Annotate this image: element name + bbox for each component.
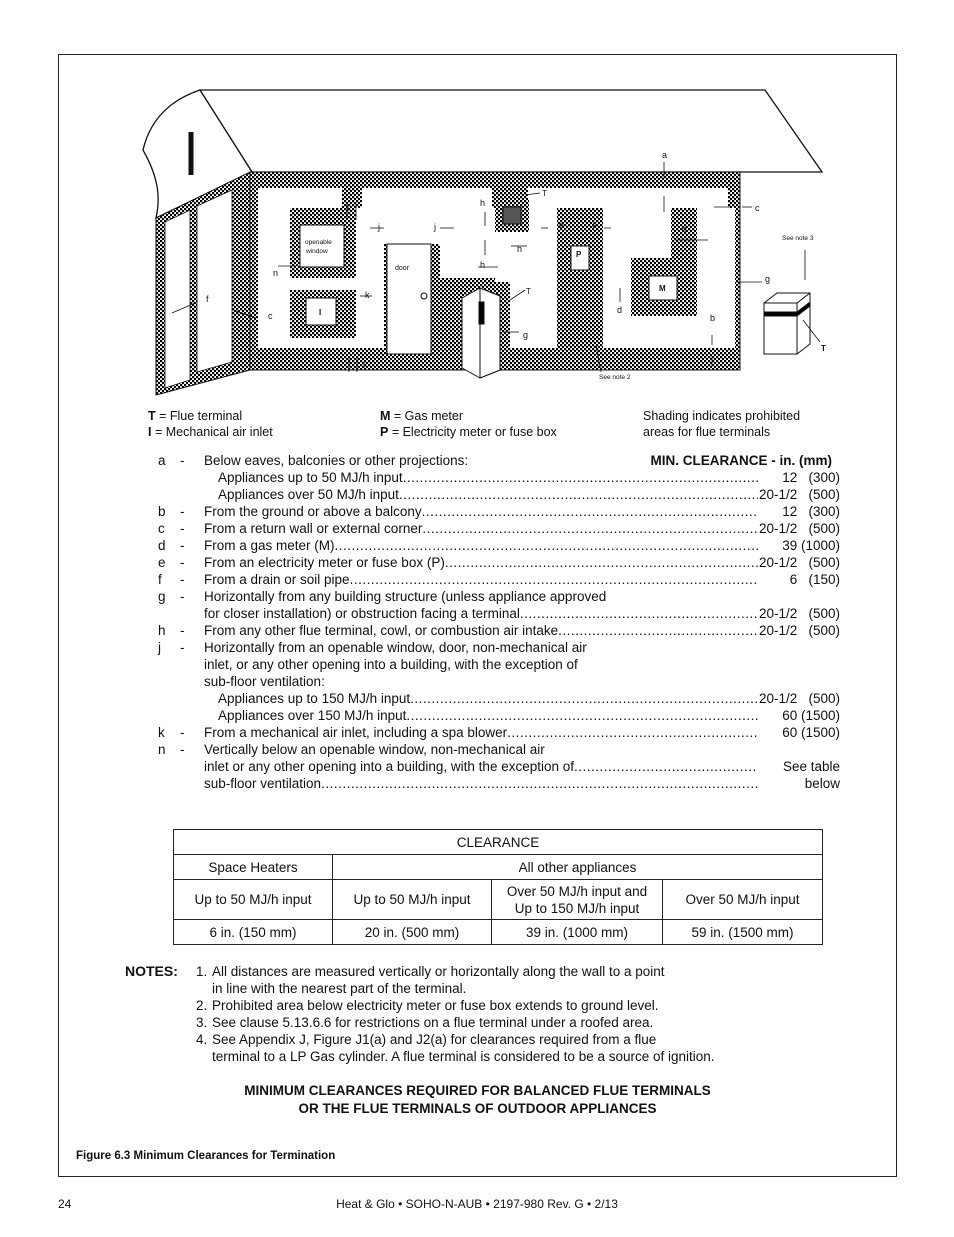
clearance-text: Below eaves, balconies or other projections: (204, 453, 469, 468)
clearance-text-wrap (204, 656, 840, 673)
clearance-leader-dots (558, 622, 758, 639)
clearance-row (150, 673, 840, 690)
note-number: 2. (196, 998, 208, 1013)
table-sub-cell: Over 50 MJ/h input and Up to 150 MJ/h input (492, 880, 663, 920)
clearance-text: Horizontally from any building structure (unless appliance approved (204, 589, 607, 604)
clearance-value: 39 (1000) (782, 538, 840, 553)
label-n: n (273, 268, 279, 278)
clearance-text: From a mechanical air inlet, including a spa blower (204, 725, 508, 740)
clearance-text-wrap (204, 503, 758, 520)
table-sub-cell: Up to 50 MJ/h input (333, 880, 492, 920)
legend-col-2 (380, 408, 557, 440)
legend-col-3 (643, 408, 800, 440)
clearance-dash: - (180, 453, 185, 468)
label-j-3: j (434, 222, 436, 232)
notes-label: NOTES: (125, 963, 178, 979)
clearance-text-wrap (204, 673, 840, 690)
clearance-dash: - (180, 589, 185, 604)
clearance-dash (180, 605, 204, 622)
clearance-dash: - (180, 725, 185, 740)
clearance-text-wrap (204, 537, 758, 554)
clearance-dash (180, 469, 204, 486)
clearance-dash: - (180, 623, 185, 638)
clearance-text: sub-floor ventilation (204, 776, 322, 791)
clearance-letter: f (158, 572, 162, 587)
label-d-top: d (682, 224, 688, 234)
table-value-cell: 6 in. (150 mm) (174, 920, 333, 945)
clearance-row (150, 588, 840, 605)
clearance-row (150, 503, 840, 520)
clearance-dash: - (180, 555, 185, 570)
clearance-letter (150, 605, 180, 622)
clearance-letter: a (158, 453, 166, 468)
appliance-unit (462, 288, 500, 378)
clearance-diagram (0, 0, 954, 400)
clearance-leader-dots (574, 758, 758, 775)
clearance-dash: - (180, 538, 185, 553)
page-number: 24 (58, 1197, 72, 1211)
clearance-value: 20-1/2 (500) (758, 487, 840, 502)
clearance-row (150, 486, 840, 503)
clearance-value: 20-1/2 (500) (758, 606, 840, 621)
openable-window (300, 225, 344, 267)
legend-i-key: I (148, 425, 152, 439)
outdoor-appliance (764, 293, 810, 354)
clearance-text-wrap (204, 690, 758, 707)
clearance-value: 20-1/2 (500) (758, 691, 840, 706)
clearance-text: From a return wall or external corner (204, 521, 423, 536)
clearance-letter (150, 486, 180, 503)
legend-t-key: T (148, 409, 156, 423)
clearance-letter: j (158, 640, 161, 655)
clearance-letter: b (158, 504, 166, 519)
clearance-leader-dots (410, 690, 758, 707)
clearance-dash (180, 758, 204, 775)
figure-title-line-1: MINIMUM CLEARANCES REQUIRED FOR BALANCED FLUE TERMINALS (244, 1083, 711, 1098)
label-door: door (395, 265, 410, 272)
clearance-dash: - (180, 504, 185, 519)
label-h-low: h (480, 260, 486, 270)
clearance-value: below (804, 776, 840, 791)
clearance-letter (150, 469, 180, 486)
legend-p-text: = Electricity meter or fuse box (388, 425, 557, 439)
label-j-1: j (347, 202, 349, 212)
clearance-row (150, 775, 840, 792)
label-h-mid: h (517, 244, 523, 254)
table-title: CLEARANCE (174, 830, 823, 855)
label-j-2: j (378, 222, 380, 232)
legend-t-text: = Flue terminal (155, 409, 243, 423)
footer-doc-info: Heat & Glo • SOHO-N-AUB • 2197-980 Rev. G • 2/13 (336, 1197, 618, 1211)
clearance-text: From any other flue terminal, cowl, or combustion air intake (204, 623, 559, 638)
clearance-letter (150, 707, 180, 724)
clearance-list (150, 452, 840, 792)
clearance-text-wrap (204, 724, 758, 741)
clearance-dash: - (180, 640, 185, 655)
label-k-right: k (365, 290, 370, 300)
note-line (196, 1031, 816, 1048)
legend-i-text: = Mechanical air inlet (151, 425, 273, 439)
clearance-letter: c (158, 521, 165, 536)
label-e-right: e (592, 220, 598, 230)
clearance-text-wrap (204, 588, 840, 605)
clearance-leader-dots (445, 554, 758, 571)
clearance-text: Horizontally from an openable window, door, non-mechanical air (204, 640, 587, 655)
label-see-note-2: See note 2 (599, 374, 631, 381)
clearance-row (150, 622, 840, 639)
note-text: in line with the nearest part of the terminal. (212, 981, 467, 996)
figure-caption: Figure 6.3 Minimum Clearances for Termination (76, 1150, 336, 1162)
clearance-letter: k (158, 725, 165, 740)
clearance-row (150, 605, 840, 622)
note-number: 3. (196, 1015, 208, 1030)
label-window-2: window (306, 248, 328, 255)
legend-m-text: = Gas meter (390, 409, 464, 423)
note-text: All distances are measured vertically or horizontally along the wall to a point (212, 964, 665, 979)
label-g-right: g (765, 274, 771, 284)
clearance-leader-dots (406, 707, 758, 724)
clearance-text-wrap (204, 520, 758, 537)
table-space-heaters: Space Heaters (174, 855, 333, 880)
clearance-text-wrap (204, 639, 840, 656)
clearance-row (150, 571, 840, 588)
note-text: terminal to a LP Gas cylinder. A flue terminal is considered to be a source of ignition. (212, 1049, 715, 1064)
clearance-dash (180, 707, 204, 724)
label-see-note-3: See note 3 (782, 235, 814, 242)
clearance-value: 20-1/2 (500) (758, 521, 840, 536)
clearance-row (150, 741, 840, 758)
legend-col-1 (148, 408, 273, 440)
clearance-dash (180, 656, 204, 673)
label-f: f (206, 294, 209, 304)
clearance-value: 60 (1500) (782, 725, 840, 740)
clearance-text-wrap (204, 571, 758, 588)
clearance-letter: g (158, 589, 166, 604)
clearance-dash: - (180, 521, 185, 536)
note-line (196, 963, 816, 980)
label-p: P (576, 250, 582, 259)
clearance-text-wrap (204, 707, 758, 724)
table-sub-cell: Over 50 MJ/h input (663, 880, 823, 920)
flue-terminal-top (503, 207, 521, 224)
clearance-dash (180, 690, 204, 707)
clearance-dash (180, 486, 204, 503)
clearance-value: 20-1/2 (500) (758, 623, 840, 638)
clearance-row (150, 554, 840, 571)
note-line (196, 997, 816, 1014)
clearance-leader-dots (507, 724, 758, 741)
legend-m-key: M (380, 409, 391, 423)
label-c-right: c (755, 203, 760, 213)
clearance-text: inlet, or any other opening into a building, with the exception of (204, 657, 578, 672)
clearance-letter: e (158, 555, 166, 570)
label-m: M (659, 284, 666, 293)
clearance-row (150, 639, 840, 656)
clearance-text-wrap (204, 741, 840, 758)
table-value-cell: 39 in. (1000 mm) (492, 920, 663, 945)
clearance-letter (150, 775, 180, 792)
table-sub-cell: Up to 50 MJ/h input (174, 880, 333, 920)
label-k-bottom: k (363, 360, 368, 370)
clearance-letter: n (158, 742, 166, 757)
clearance-letter (150, 673, 180, 690)
clearance-text-wrap (204, 775, 758, 792)
clearance-text: From an electricity meter or fuse box (P) (204, 555, 445, 570)
label-h-top: h (480, 198, 486, 208)
clearance-value: 6 (150) (789, 572, 840, 587)
clearance-leader-dots (422, 520, 758, 537)
table-value-cell: 59 in. (1500 mm) (663, 920, 823, 945)
label-t-top: T (542, 189, 547, 198)
note-line (196, 980, 816, 997)
table-value-cell: 20 in. (500 mm) (333, 920, 492, 945)
note-number (196, 980, 212, 997)
clearance-text: Appliances over 50 MJ/h input (218, 487, 399, 502)
note-number (196, 1048, 212, 1065)
clearance-leader-dots (520, 605, 758, 622)
clearance-leader-dots (422, 503, 758, 520)
clearance-text-wrap (204, 452, 651, 469)
clearance-text-wrap (204, 622, 758, 639)
figure-title-line-2: OR THE FLUE TERMINALS OF OUTDOOR APPLIANCES (298, 1101, 657, 1116)
clearance-value: 12 (300) (782, 470, 840, 485)
note-text: See clause 5.13.6.6 for restrictions on a flue terminal under a roofed area. (212, 1015, 654, 1030)
clearance-leader-dots (350, 571, 758, 588)
clearance-dash: - (180, 572, 185, 587)
clearance-dash (180, 673, 204, 690)
note-number: 4. (196, 1032, 208, 1047)
legend-shading-2: areas for flue terminals (643, 425, 771, 439)
clearance-leader-dots (321, 775, 758, 792)
clearance-row (150, 758, 840, 775)
clearance-header: MIN. CLEARANCE - in. (mm) (650, 453, 832, 468)
clearance-row (150, 520, 840, 537)
clearance-leader-dots (403, 469, 758, 486)
clearance-dash (180, 775, 204, 792)
clearance-text: inlet or any other opening into a building, with the exception of (204, 759, 574, 774)
notes-list (196, 963, 816, 1065)
clearance-leader-dots (399, 486, 758, 503)
label-t-appliance: T (526, 287, 531, 296)
label-e-left: e (559, 220, 565, 230)
clearance-text: Appliances up to 50 MJ/h input (218, 470, 403, 485)
clearance-text: Appliances up to 150 MJ/h input (218, 691, 411, 706)
clearance-text: From the ground or above a balcony (204, 504, 422, 519)
note-number: 1. (196, 964, 208, 979)
clearance-value: 20-1/2 (500) (758, 555, 840, 570)
clearance-table (173, 829, 823, 945)
label-g-appliance: g (523, 330, 529, 340)
clearance-row (150, 707, 840, 724)
note-line (196, 1048, 816, 1065)
clearance-text: Appliances over 150 MJ/h input (218, 708, 407, 723)
legend-p-key: P (380, 425, 389, 439)
clearance-letter (150, 758, 180, 775)
legend-shading-1: Shading indicates prohibited (643, 409, 801, 423)
clearance-value: 12 (300) (782, 504, 840, 519)
figure-title (58, 1082, 897, 1118)
clearance-value: 60 (1500) (782, 708, 840, 723)
clearance-letter: h (158, 623, 166, 638)
label-a: a (662, 150, 668, 160)
clearance-letter (150, 656, 180, 673)
table-all-other: All other appliances (333, 855, 823, 880)
clearance-row (150, 452, 840, 469)
note-text: Prohibited area below electricity meter or fuse box extends to ground level. (212, 998, 659, 1013)
note-line (196, 1014, 816, 1031)
label-window-1: openable (305, 239, 332, 246)
clearance-value: See table (782, 759, 840, 774)
clearance-text-wrap (204, 469, 758, 486)
clearance-text: Vertically below an openable window, non-mechanical air (204, 742, 545, 757)
clearance-text-wrap (204, 554, 758, 571)
clearance-row (150, 537, 840, 554)
clearance-text-wrap (204, 758, 758, 775)
label-i: I (319, 308, 322, 317)
clearance-text: From a drain or soil pipe (204, 572, 350, 587)
label-c-left: c (268, 311, 273, 321)
clearance-row (150, 690, 840, 707)
label-t-right: T (821, 344, 826, 353)
clearance-text-wrap (204, 486, 758, 503)
clearance-leader-dots (335, 537, 758, 554)
clearance-text: sub-floor ventilation: (204, 674, 325, 689)
clearance-text-wrap (204, 605, 758, 622)
clearance-text: From a gas meter (M) (204, 538, 335, 553)
clearance-letter: d (158, 538, 166, 553)
clearance-row (150, 724, 840, 741)
note-text: See Appendix J, Figure J1(a) and J2(a) for clearances required from a flue (212, 1032, 657, 1047)
clearance-row (150, 656, 840, 673)
clearance-dash: - (180, 742, 185, 757)
clearance-row (150, 469, 840, 486)
label-d-bottom: d (617, 305, 623, 315)
label-b: b (710, 313, 716, 323)
clearance-text: for closer installation) or obstruction facing a terminal (204, 606, 520, 621)
clearance-letter (150, 690, 180, 707)
